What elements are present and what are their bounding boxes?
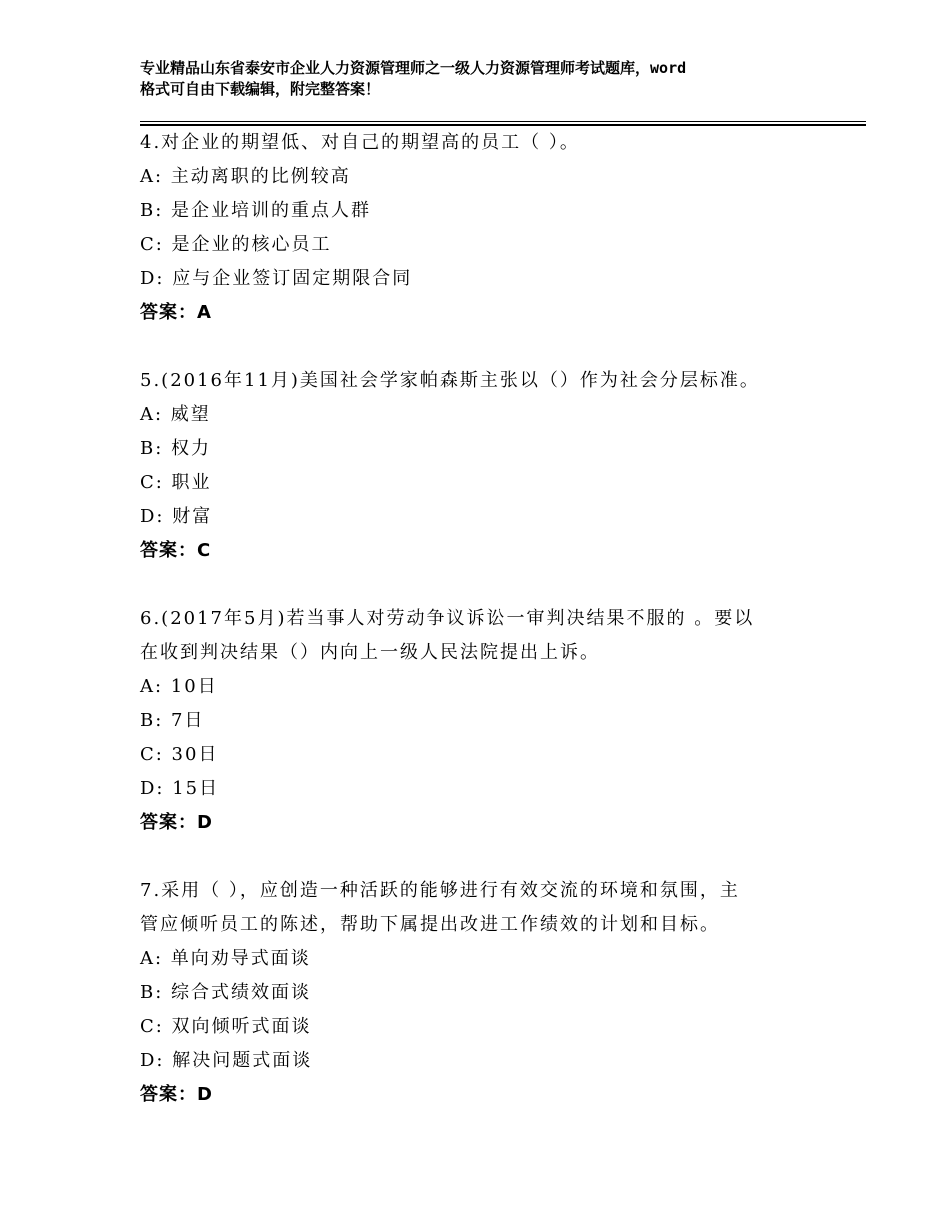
option-a: A: 威望 (140, 404, 211, 425)
option-c: C: 是企业的核心员工 (140, 234, 332, 255)
stem-line: 在收到判决结果（）内向上一级人民法院提出上诉。 (140, 642, 600, 663)
question-4 (140, 126, 820, 330)
option-b: B: 权力 (140, 438, 212, 459)
header-line-2: 格式可自由下载编辑，附完整答案！ (140, 80, 381, 98)
stem-line: 管应倾听员工的陈述，帮助下属提出改进工作绩效的计划和目标。 (140, 914, 720, 935)
option-c: C: 30日 (140, 744, 219, 765)
option-d: D: 解决问题式面谈 (140, 1050, 313, 1071)
option-c: C: 职业 (140, 472, 212, 493)
answer-label: 答案：D (140, 1084, 213, 1105)
option-d: D: 应与企业签订固定期限合同 (140, 268, 413, 289)
stem-line: 5.(2016年11月)美国社会学家帕森斯主张以（）作为社会分层标准。 (140, 370, 760, 391)
option-a: A: 10日 (140, 676, 218, 697)
option-d: D: 15日 (140, 778, 220, 799)
option-a: A: 主动离职的比例较高 (140, 166, 351, 187)
header-line-1: 专业精品山东省泰安市企业人力资源管理师之一级人力资源管理师考试题库，word (140, 59, 687, 77)
option-b: B: 7日 (140, 710, 205, 731)
option-b: B: 是企业培训的重点人群 (140, 200, 372, 221)
stem-line: 6.(2017年5月)若当事人对劳动争议诉讼一审判决结果不服的 。要以 (140, 608, 755, 629)
question-stem (140, 602, 820, 670)
header-rule-thin (140, 121, 866, 122)
question-6 (140, 602, 820, 840)
answer-label: 答案：D (140, 812, 213, 833)
question-list (140, 126, 820, 1146)
option-c: C: 双向倾听式面谈 (140, 1016, 312, 1037)
answer-label: 答案：C (140, 540, 212, 561)
stem-line: 7.采用（ ），应创造一种活跃的能够进行有效交流的环境和氛围，主 (140, 880, 740, 901)
question-7 (140, 874, 820, 1112)
stem-line: 4.对企业的期望低、对自己的期望高的员工（ ）。 (140, 132, 580, 153)
option-d: D: 财富 (140, 506, 213, 527)
option-a: A: 单向劝导式面谈 (140, 948, 311, 969)
question-stem (140, 364, 820, 398)
option-b: B: 综合式绩效面谈 (140, 982, 312, 1003)
question-stem (140, 874, 820, 942)
question-5 (140, 364, 820, 568)
question-stem (140, 126, 820, 160)
document-header (140, 58, 830, 100)
answer-label: 答案：A (140, 302, 212, 323)
